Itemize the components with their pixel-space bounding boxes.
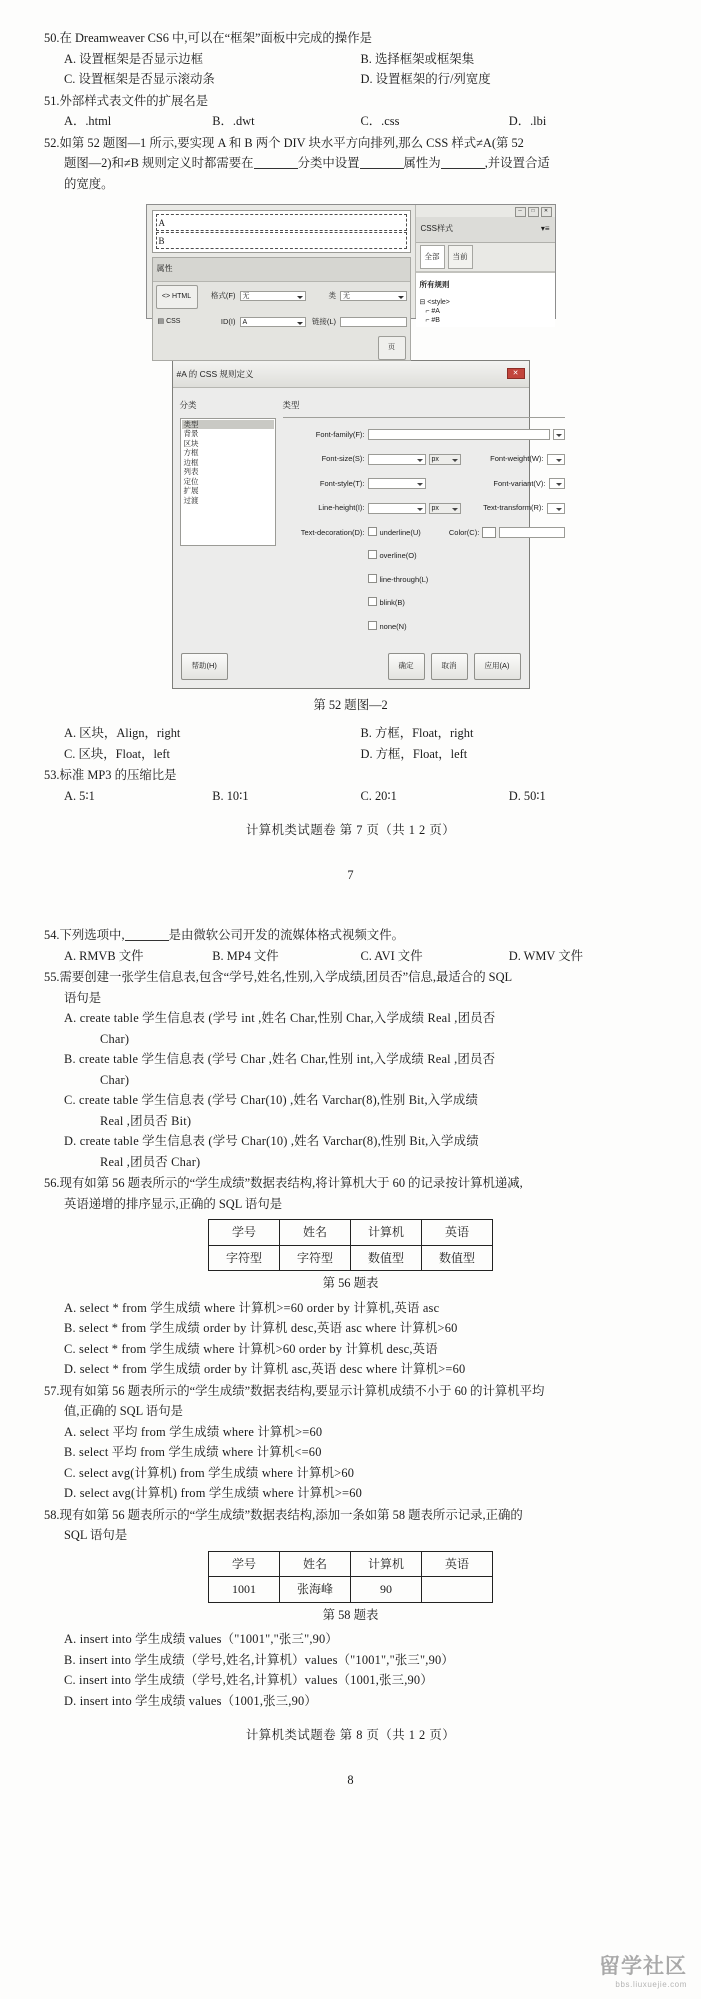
question-52-stem-part-c: 属性为: [403, 156, 441, 170]
question-54-option-a: A. RMVB 文件: [64, 948, 144, 963]
question-57-option-d: D. select avg(计算机) from 学生成绩 where 计算机>=60: [64, 1486, 363, 1500]
table-56: [208, 1219, 493, 1271]
table-58-caption: 第 58 题表: [322, 1607, 379, 1622]
table-58-cell-0-3: [422, 1577, 493, 1603]
question-50-option-c: C. 设置框架是否显示滚动条: [64, 72, 215, 86]
category-item-box[interactable]: 方框: [183, 448, 199, 457]
underline-label: underline(U): [379, 527, 421, 537]
close-icon[interactable]: ✕: [541, 207, 552, 217]
subtab-current[interactable]: 当前: [448, 245, 473, 270]
question-55-option-b-cont: Char): [100, 1072, 130, 1087]
overline-label: overline(O): [379, 551, 417, 560]
table-58-header-1: 姓名: [280, 1551, 351, 1577]
properties-panel-title: 属性: [153, 258, 410, 282]
table-row: [209, 1220, 493, 1246]
font-size-unit-select[interactable]: px: [429, 454, 461, 465]
line-through-checkbox[interactable]: [368, 574, 377, 583]
table-row: [209, 1551, 493, 1577]
question-53-option-b: B. 10∶1: [212, 788, 249, 803]
font-weight-select[interactable]: [547, 454, 566, 465]
question-56-stem-line1: 现有如第 56 题表所示的“学生成绩”数据表结构,将计算机大于 60 的记录按计算机递减,: [59, 1176, 523, 1190]
category-item-extensions[interactable]: 扩展: [183, 486, 199, 495]
question-50-option-d: D. 设置框架的行/列宽度: [360, 72, 491, 86]
category-item-type[interactable]: 类型: [182, 420, 274, 430]
question-53-option-a: A. 5∶1: [64, 788, 95, 803]
question-52-stem-part-d: ,并设置合适: [484, 156, 550, 170]
question-58-stem-line1: 现有如第 56 题表所示的“学生成绩”数据表结构,添加一条如第 58 题表所示记录,正确的: [59, 1507, 523, 1522]
figure-52-2-caption: 第 52 题图—2: [313, 697, 388, 712]
table-58-cell-0-0: 1001: [209, 1577, 280, 1603]
table-58-cell-0-2: 90: [351, 1577, 422, 1603]
question-52-option-c: C. 区块，Float，left: [64, 746, 171, 761]
question-57-stem-line1: 现有如第 56 题表所示的“学生成绩”数据表结构,要显示计算机成绩不小于 60 的计算机平均: [59, 1383, 545, 1398]
question-52: [44, 133, 657, 765]
question-55-option-c: C. create table 学生信息表 (学号 Char(10) ,姓名 Varchar(8),性别 Bit,入学成绩: [64, 1093, 479, 1107]
question-57: [44, 1381, 657, 1504]
blink-checkbox[interactable]: [368, 597, 377, 606]
id-select[interactable]: A: [240, 317, 307, 327]
text-decoration-label: Text-decoration(D):: [300, 527, 365, 537]
question-51-option-b: B．.dwt: [212, 114, 255, 128]
table-58-cell-0-1: 张海峰: [280, 1577, 351, 1603]
table-56-header-3: 英语: [422, 1220, 493, 1246]
table-row: [209, 1577, 493, 1603]
color-input[interactable]: [499, 527, 565, 538]
rule-tree-b[interactable]: ⌐ #B: [419, 316, 440, 324]
question-54-option-c: C. AVI 文件: [360, 948, 423, 963]
div-block-a: A: [156, 214, 407, 231]
category-item-transition[interactable]: 过渡: [183, 495, 199, 505]
question-55: [44, 967, 657, 1172]
question-58-option-b: B. insert into 学生成绩（学号,姓名,计算机）values（"1001","张三",90）: [64, 1652, 454, 1667]
category-item-list[interactable]: 列表: [183, 467, 199, 476]
line-height-unit-select[interactable]: px: [429, 503, 461, 514]
page2-number: 8: [347, 1773, 354, 1787]
all-rules-header: 所有规则: [419, 280, 450, 289]
question-55-option-c-cont: Real ,团员否 Bit): [100, 1113, 192, 1128]
subtab-all[interactable]: 全部: [420, 245, 445, 270]
question-52-option-a: A. 区块，Align，right: [64, 726, 181, 740]
question-56-option-d: D. select * from 学生成绩 order by 计算机 asc,英语 desc where 计算机>=60: [64, 1362, 466, 1376]
table-56-cell-0-3: 数值型: [422, 1245, 493, 1271]
font-variant-select[interactable]: [549, 478, 566, 489]
question-54-stem: [60, 925, 658, 946]
watermark: [599, 1950, 687, 1989]
link-field-label: 链接(L): [311, 316, 336, 326]
question-57-option-b: B. select 平均 from 学生成绩 where 计算机<=60: [64, 1445, 322, 1459]
question-58: [44, 1505, 657, 1712]
question-53: [44, 765, 657, 806]
table-56-caption: 第 56 题表: [322, 1276, 379, 1290]
question-57-stem-line2: 值,正确的 SQL 语句是: [64, 1404, 183, 1418]
font-style-label: Font-style(T):: [319, 478, 365, 488]
dialog-title: #A 的 CSS 规则定义: [176, 368, 254, 379]
question-50-number: 50.: [44, 31, 60, 45]
question-56: [44, 1173, 657, 1380]
question-52-stem-line3: 的宽度。: [64, 176, 114, 191]
dreamweaver-document-area: [147, 205, 416, 351]
question-56-option-b: B. select * from 学生成绩 order by 计算机 desc,英语 asc where 计算机>60: [64, 1321, 458, 1335]
question-52-blank-1: [254, 155, 298, 169]
question-56-stem-line2: 英语递增的排序显示,正确的 SQL 语句是: [64, 1196, 283, 1211]
page-break: [44, 883, 657, 925]
overline-checkbox[interactable]: [368, 550, 377, 559]
type-section-label: 类型: [283, 395, 566, 418]
question-55-stem-line1: 需要创建一张学生信息表,包含“学号,姓名,性别,入学成绩,团员否”信息,最适合的 SQL: [59, 970, 513, 984]
question-51-stem: 外部样式表文件的扩展名是: [59, 93, 209, 108]
question-51-number: 51.: [44, 93, 60, 108]
link-input[interactable]: [340, 317, 407, 327]
question-56-option-c: C. select * from 学生成绩 where 计算机>60 order by 计算机 desc,英语: [64, 1341, 438, 1356]
page2-footer: 计算机类试题卷 第 8 页（共 1 2 页）: [245, 1728, 456, 1742]
page1-number: 7: [347, 868, 354, 882]
category-list[interactable]: [180, 418, 276, 546]
figure-52-1: [146, 204, 556, 351]
font-size-input[interactable]: [368, 454, 426, 465]
properties-panel: [152, 257, 411, 361]
table-row: [209, 1245, 493, 1271]
question-58-number: 58.: [44, 1507, 60, 1522]
question-54-stem-part-a: 下列选项中,: [59, 928, 125, 942]
line-height-label: Line-height(I):: [318, 503, 365, 512]
question-51-option-a: A．.html: [64, 114, 112, 128]
table-56-header-1: 姓名: [280, 1220, 351, 1246]
category-item-block[interactable]: 区块: [183, 438, 199, 448]
rule-tree-style[interactable]: ⊟ <style>: [419, 298, 450, 306]
question-55-option-d-cont: Real ,团员否 Char): [100, 1154, 201, 1169]
ok-button[interactable]: 确定: [388, 653, 425, 680]
question-55-stem-line2: 语句是: [64, 990, 102, 1005]
page1-footer: 计算机类试题卷 第 7 页（共 1 2 页）: [245, 823, 456, 837]
table-58-header-3: 英语: [422, 1551, 493, 1577]
question-54-number: 54.: [44, 928, 60, 942]
question-52-option-d: D. 方框，Float，left: [360, 746, 468, 761]
table-56-header-0: 学号: [209, 1220, 280, 1246]
rule-tree-a[interactable]: ⌐ #A: [419, 307, 440, 315]
category-item-background[interactable]: 背景: [183, 429, 199, 438]
table-58-header-0: 学号: [209, 1551, 280, 1577]
page-properties-button[interactable]: 页: [378, 336, 406, 361]
format-select[interactable]: 无: [240, 291, 307, 301]
question-51: [44, 91, 657, 132]
category-item-positioning[interactable]: 定位: [183, 476, 199, 486]
question-58-option-d: D. insert into 学生成绩 values（1001,张三,90）: [64, 1693, 317, 1708]
format-field-label: 格式(F): [210, 290, 236, 300]
category-label: 分类: [179, 400, 197, 410]
question-51-option-c: C．.css: [360, 114, 400, 128]
line-through-label: line-through(L): [379, 574, 429, 584]
font-style-select[interactable]: [368, 478, 426, 489]
question-55-option-a-cont: Char): [100, 1031, 130, 1046]
question-54: [44, 925, 657, 966]
watermark-sub: bbs.liuxuejie.com: [615, 1980, 687, 1989]
question-53-option-d: D. 50∶1: [508, 788, 546, 803]
apply-button[interactable]: 应用(A): [474, 653, 521, 680]
minimize-icon[interactable]: ─: [515, 207, 526, 217]
question-58-stem-line2: SQL 语句是: [64, 1528, 128, 1542]
font-size-label: Font-size(S):: [321, 454, 365, 463]
underline-checkbox[interactable]: [368, 527, 377, 536]
none-label: none(N): [379, 621, 407, 631]
question-56-option-a: A. select * from 学生成绩 where 计算机>=60 order by 计算机,英语 asc: [64, 1300, 440, 1315]
text-transform-label: Text-transform(R):: [483, 503, 544, 512]
question-54-option-b: B. MP4 文件: [212, 948, 279, 963]
question-55-number: 55.: [44, 970, 60, 984]
id-field-label: ID(I): [220, 316, 236, 326]
css-styles-panel: [416, 205, 555, 324]
question-50-option-a: A. 设置框架是否显示边框: [64, 51, 204, 66]
maximize-icon[interactable]: □: [528, 207, 539, 217]
color-swatch[interactable]: [482, 527, 496, 538]
table-56-header-2: 计算机: [351, 1220, 422, 1246]
table-58-header-2: 计算机: [351, 1551, 422, 1577]
question-52-stem-part-a: 题图—2)和≠B 规则定义时都需要在: [64, 156, 254, 170]
question-57-option-a: A. select 平均 from 学生成绩 where 计算机>=60: [64, 1424, 323, 1439]
div-block-b: B: [156, 232, 407, 249]
table-56-cell-0-0: 字符型: [209, 1245, 280, 1271]
color-label: Color(C):: [448, 527, 480, 537]
table-58: [208, 1551, 493, 1603]
question-56-number: 56.: [44, 1176, 60, 1190]
question-52-number: 52.: [44, 135, 60, 150]
question-52-stem-line1: 如第 52 题图—1 所示,要实现 A 和 B 两个 DIV 块水平方向排列,那么 CSS 样式≠A(第 52: [59, 135, 524, 150]
font-weight-label: Font-weight(W):: [490, 454, 544, 463]
question-50-stem: 在 Dreamweaver CS6 中,可以在“框架”面板中完成的操作是: [59, 31, 372, 45]
question-53-number: 53.: [44, 768, 60, 782]
css-tag-button[interactable]: ▤ CSS: [157, 318, 181, 325]
figure-52-2: [172, 360, 546, 689]
font-family-label: Font-family(F):: [315, 429, 365, 439]
blink-label: blink(B): [379, 598, 405, 607]
question-50-option-b: B. 选择框架或框架集: [360, 51, 475, 66]
class-select[interactable]: 无: [340, 291, 407, 301]
category-item-border[interactable]: 边框: [183, 457, 199, 467]
dialog-close-icon[interactable]: ✕: [507, 368, 525, 379]
question-58-option-c: C. insert into 学生成绩（学号,姓名,计算机）values（1001,张三,90）: [64, 1673, 433, 1687]
question-53-stem: 标准 MP3 的压缩比是: [59, 768, 177, 782]
html-tag-button[interactable]: <> HTML: [156, 285, 198, 310]
line-height-input[interactable]: [368, 503, 426, 514]
question-54-blank: [125, 927, 169, 941]
dreamweaver-canvas: [152, 210, 411, 253]
question-52-stem-line2: [44, 153, 657, 174]
question-54-option-d: D. WMV 文件: [508, 948, 583, 963]
panel-menu-icon[interactable]: ▾≡: [540, 224, 550, 233]
font-family-input[interactable]: [368, 429, 551, 440]
question-52-option-b: B. 方框，Float，right: [360, 726, 474, 740]
question-50: [44, 28, 657, 90]
question-58-option-a: A. insert into 学生成绩 values（"1001","张三",90）: [64, 1632, 339, 1646]
question-55-option-d: D. create table 学生信息表 (学号 Char(10) ,姓名 Varchar(8),性别 Bit,入学成绩: [64, 1134, 479, 1148]
question-54-stem-part-b: 是由微软公司开发的流媒体格式视频文件。: [168, 928, 404, 942]
none-checkbox[interactable]: [368, 621, 377, 630]
table-56-cell-0-1: 字符型: [280, 1245, 351, 1271]
text-transform-select[interactable]: [547, 503, 566, 514]
question-57-option-c: C. select avg(计算机) from 学生成绩 where 计算机>60: [64, 1465, 355, 1480]
question-53-option-c: C. 20∶1: [360, 788, 397, 803]
question-57-number: 57.: [44, 1383, 60, 1398]
question-55-option-b: B. create table 学生信息表 (学号 Char ,姓名 Char,性别 int,入学成绩 Real ,团员否: [64, 1052, 496, 1066]
question-51-option-d: D．.lbi: [508, 114, 547, 128]
question-52-stem-part-b: 分类中设置: [297, 156, 360, 170]
font-variant-label: Font-variant(V):: [493, 478, 546, 488]
table-56-cell-0-2: 数值型: [351, 1245, 422, 1271]
font-family-picker-icon[interactable]: [553, 429, 565, 440]
question-52-blank-3: [441, 155, 485, 169]
css-styles-tab-label[interactable]: CSS样式: [420, 224, 453, 233]
question-52-blank-2: [360, 155, 404, 169]
question-55-option-a: A. create table 学生信息表 (学号 int ,姓名 Char,性别 Char,入学成绩 Real ,团员否: [64, 1011, 496, 1025]
watermark-main: 留学社区: [599, 1955, 687, 1978]
class-field-label: 类: [328, 290, 336, 300]
help-button[interactable]: 帮助(H): [181, 653, 228, 680]
cancel-button[interactable]: 取消: [431, 653, 468, 680]
